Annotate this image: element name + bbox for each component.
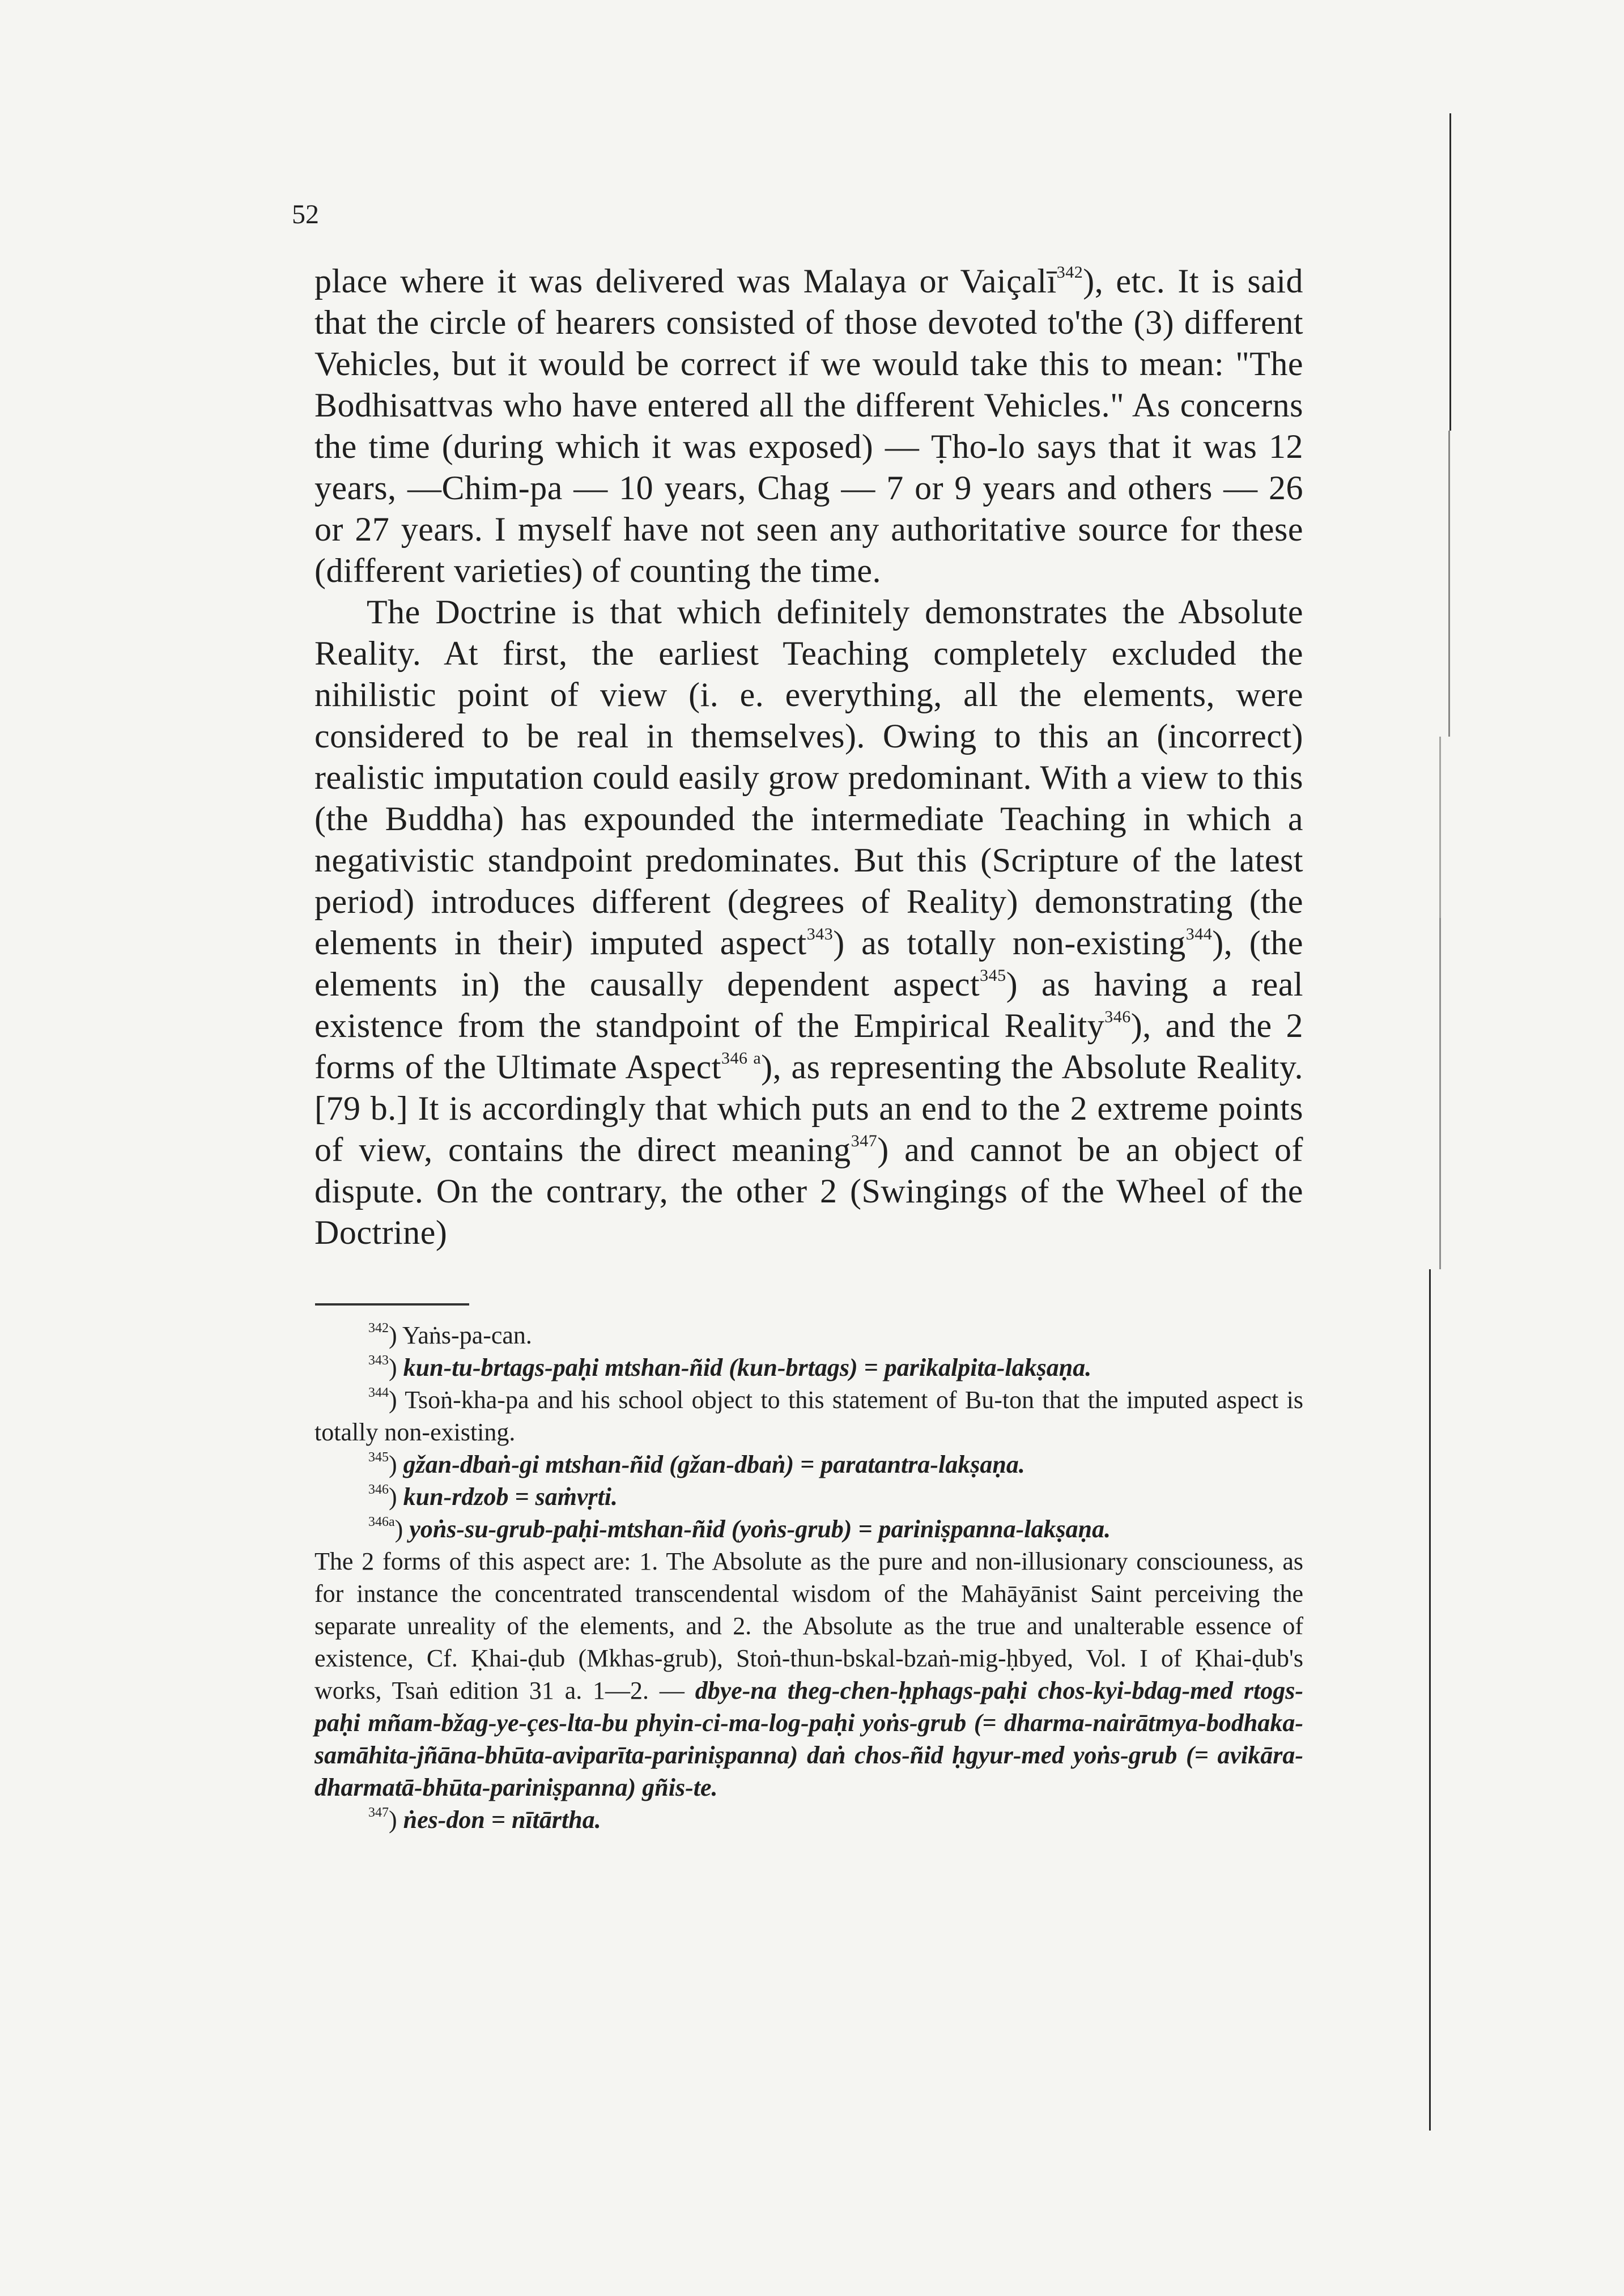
scan-edge-line [1449,113,1451,431]
text-run: ), as representing the Absolute Reality. [79 b.] It is accordingly that which puts an end to the 2 extreme points of view, contains the direct meaning [314,1048,1303,1168]
footnote-346 [314,1481,1303,1513]
text-run: ) as totally non-existing [833,924,1186,962]
paragraph-1 [314,261,1303,592]
footnote-tibetan: dbye-na theg-chen-ḥphags-paḥi chos-kyi-bdag-med rtogs-paḥi mñam-bžag-ye-çes-lta-bu phyin-ci-ma-log-paḥi yoṅs-grub (= dharma-nairātmya-bodhaka-samāhita-jñāna-bhūta-aviparīta-pariniṣpanna) daṅ chos-ñid ḥgyur-med yoṅs-grub (= avikāra-dharmatā-bhūta-pariniṣpanna) gñis-te. [314,1677,1303,1801]
scan-edge-line [1429,1269,1431,2131]
paragraph-2 [314,592,1303,1253]
footnote-ref: 344 [1185,925,1213,943]
footnote-number: 343 [368,1353,389,1368]
text-run: The Doctrine is that which definitely demonstrates the Absolute Reality. At first, the earliest Teaching completely excluded the nihilistic point of view (i. e. everything, all the elements, were considered to be real in themselves). Owing to this an (incorrect) realistic imputation could easily grow predominant. With a view to this (the Buddha) has expounded the intermediate Teaching in which a negativistic standpoint predominates. But this (Scripture of the latest period) introduces different (degrees of Reality) demonstrating (the elements in their) imputed aspect [314,593,1303,962]
footnote-text: ) Tsoṅ-kha-pa and his school object to this statement of Bu-ton that the imputed aspect is totally non-existing. [314,1386,1303,1446]
footnote-separator [315,1303,469,1306]
footnote-346a [314,1513,1303,1545]
footnote-term: kun-tu-brtags-paḥi mtshan-ñid (kun-brtags) = parikalpita-lakṣaṇa. [403,1354,1092,1381]
footnote-number: 342 [368,1321,389,1336]
footnote-term: yoṅs-su-grub-paḥi-mtshan-ñid (yoṅs-grub) = pariniṣpanna-lakṣaṇa. [409,1515,1111,1543]
footnote-345 [314,1448,1303,1481]
footnote-ref: 343 [806,925,834,943]
footnote-347 [314,1804,1303,1836]
footnote-number: 346 [368,1482,389,1497]
scan-edge-line [1448,431,1450,737]
footnote-paren: ) [389,1806,403,1834]
footnote-paren: ) [389,1354,403,1381]
text-run: ), etc. It is said that the circle of hearers consisted of those devoted to'the (3) different Vehicles, but it would be correct if we would take this to mean: "The Bodhisattvas who have entered all the different Vehicles." As concerns the time (during which it was exposed) — Ṭho-lo says that it was 12 years, —Chim-pa — 10 years, Chag — 7 or 9 years and others — 26 or 27 years. I myself have not seen any authoritative source for these (different varieties) of counting the time. [314,262,1304,589]
footnote-346a-continuation [314,1545,1303,1804]
footnotes [314,1319,1303,1836]
footnote-ref: 342 [1056,263,1083,282]
footnote-344 [314,1384,1303,1448]
footnote-number: 344 [368,1385,389,1400]
footnote-paren: ) [394,1515,410,1543]
footnote-term: gžan-dbaṅ-gi mtshan-ñid (gžan-dbaṅ) = paratantra-lakṣaṇa. [403,1451,1025,1478]
text-run: ) as having a real existence from the standpoint of the Empirical Reality [314,966,1303,1044]
footnote-ref: 346 [1104,1007,1131,1026]
text-run: ) and cannot be an object of dispute. On the contrary, the other 2 (Swingings of the Wheel of the Doctrine) [314,1131,1304,1251]
footnote-342 [314,1319,1303,1351]
footnote-343 [314,1351,1303,1384]
footnote-text: The 2 forms of this aspect are: 1. The Absolute as the pure and non-illusionary consciouness, as for instance the concentrated transcendental wisdom of the Mahāyānist Saint perceiving the separate unreality of the elements, and 2. the Absolute as the true and unalterable essence of existence, Cf. Ḳhai-ḍub (Mkhas-grub), Stoṅ-thun-bskal-bzaṅ-mig-ḥbyed, Vol. I of Ḳhai-ḍub's works, Tsaṅ edition 31 a. 1—2. — [314,1547,1303,1704]
footnote-number: 345 [368,1450,389,1465]
main-text [314,261,1303,1253]
text-run: ), and the 2 forms of the Ultimate Aspect [314,1007,1303,1086]
footnote-text: ) Yaṅs-pa-can. [389,1321,532,1349]
footnote-term: ṅes-don = nītārtha. [403,1806,601,1834]
footnote-ref: 347 [851,1132,878,1150]
footnote-term: kun-rdzob = saṁvṛti. [403,1483,618,1511]
footnote-number: 347 [368,1805,389,1820]
scan-edge-line [1439,918,1441,1269]
footnote-paren: ) [389,1451,403,1478]
footnote-ref: 346 a [721,1049,762,1068]
footnote-number: 346a [368,1515,395,1529]
footnote-ref: 345 [980,966,1006,985]
page-number: 52 [292,199,319,229]
footnote-paren: ) [389,1483,403,1511]
text-run: place where it was delivered was Malaya or Vaiçalī [314,262,1057,300]
scan-edge-line [1439,737,1441,918]
text-run: ), (the elements in) the causally dependent aspect [314,924,1304,1003]
